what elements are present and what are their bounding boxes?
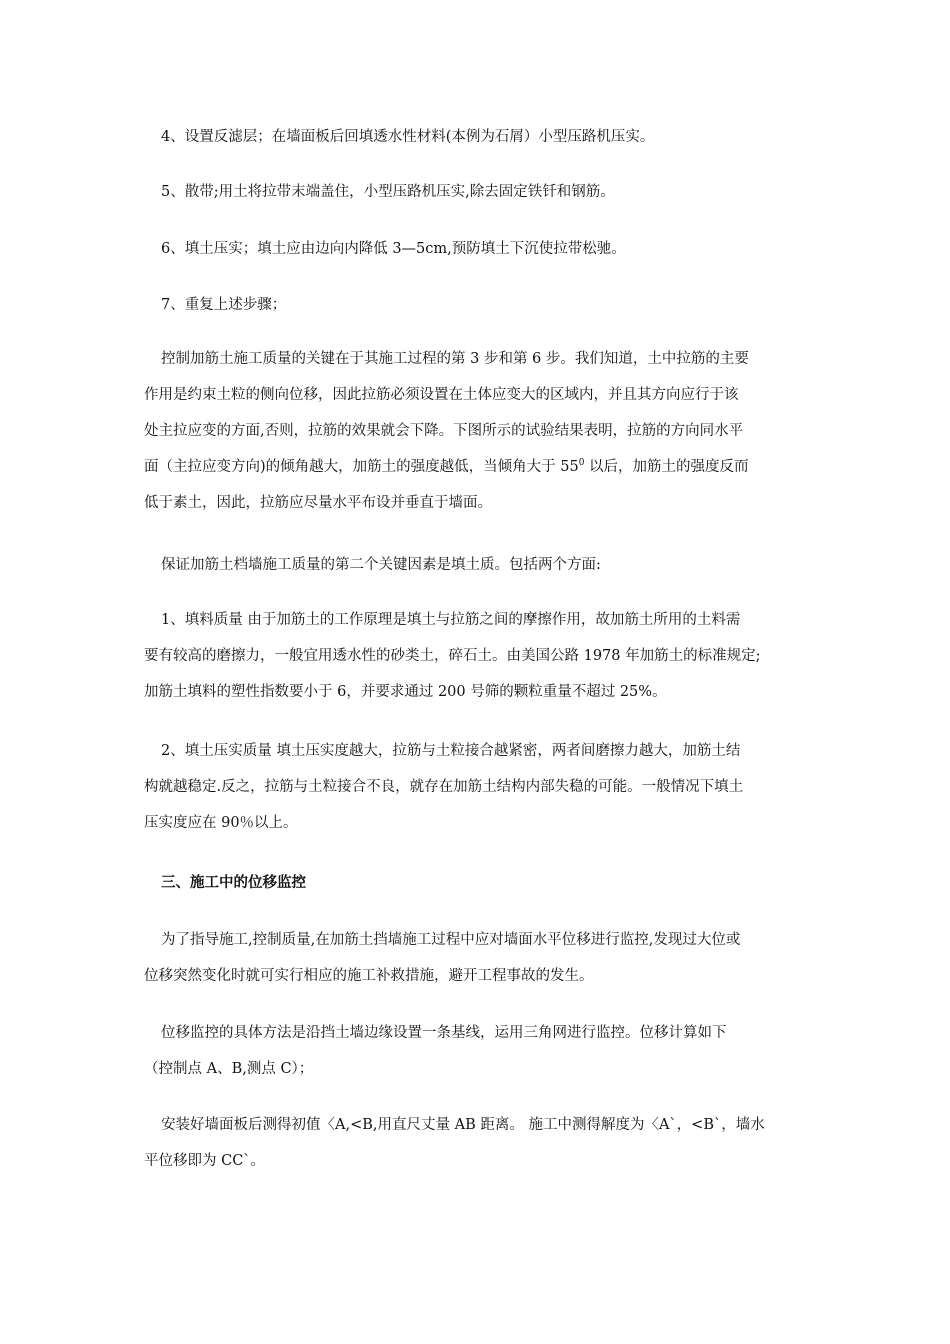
control-quality-paragraph — [144, 341, 812, 521]
second-factor-text: 保证加筋土档墙施工质量的第二个关键因素是填土质。包括两个方面: — [161, 557, 601, 573]
step-7-paragraph — [161, 287, 829, 323]
degree-superscript: 0 — [578, 458, 585, 469]
step-7-text: 7、重复上述步骤； — [161, 297, 287, 313]
monitoring-purpose-paragraph — [144, 922, 812, 994]
fill-quality-line-1: 1、填料质量 由于加筋土的工作原理是填土与拉筋之间的摩擦作用，故加筋土所用的土料需 — [161, 612, 741, 628]
fill-quality-line-3: 加筋土填料的塑性指数要小于 6，并要求通过 200 号筛的颗粒重量不超过 25%。 — [144, 684, 667, 700]
compaction-line-2: 构就越稳定.反之，拉筋与土粒接合不良，就存在加筋土结构内部失稳的可能。一般情况下填土 — [144, 779, 744, 795]
measurement-line-1: 安装好墙面板后测得初值〈A,<B,用直尺丈量 AB 距离。 施工中测得解度为〈A`，<B`，墙水 — [161, 1117, 765, 1133]
control-line-3: 处主拉应变的方面,否则，拉筋的效果就会下降。下图所示的试验结果表明，拉筋的方向同水平 — [144, 423, 744, 439]
step-5-text: 5、散带;用土将拉带末端盖住，小型压路机压实,除去固定铁钎和钢筋。 — [161, 184, 615, 200]
control-line-4 — [144, 449, 812, 485]
step-4-text: 4、设置反滤层；在墙面板后回填透水性材料(本例为石屑）小型压路机压实。 — [161, 129, 655, 145]
monitoring-method-paragraph — [144, 1015, 812, 1087]
step-4-paragraph — [161, 119, 829, 155]
control-line-1: 控制加筋土施工质量的关键在于其施工过程的第 3 步和第 6 步。我们知道，土中拉筋的主要 — [161, 351, 749, 367]
step-6-paragraph — [161, 231, 829, 267]
fill-quality-line-2: 要有较高的磨擦力，一般宜用透水性的砂类土，碎石土。由美国公路 1978 年加筋土的标准规定; — [144, 648, 761, 664]
method-line-2: （控制点 A、B,测点 C）； — [144, 1061, 314, 1077]
compaction-line-3: 压实度应在 90％以上。 — [144, 815, 298, 831]
measurement-line-2: 平位移即为 CC`。 — [144, 1153, 266, 1169]
step-5-paragraph — [161, 174, 829, 210]
control-line-2: 作用是约束土粒的侧向位移，因此拉筋必须设置在土体应变大的区域内，并且其方向应行于该 — [144, 387, 739, 403]
control-line-4-start: 面（主拉应变方向)的倾角越大，加筋土的强度越低，当倾角大于 55 — [144, 459, 579, 475]
monitoring-line-2: 位移突然变化时就可实行相应的施工补救措施，避开工程事故的发生。 — [144, 968, 594, 984]
method-line-1: 位移监控的具体方法是沿挡土墙边缘设置一条基线，运用三角网进行监控。位移计算如下 — [161, 1025, 727, 1041]
compaction-line-1: 2、填土压实质量 填土压实度越大，拉筋与土粒接合越紧密，两者间磨擦力越大，加筋土结 — [161, 743, 741, 759]
section-heading-displacement-monitoring: 三、施工中的位移监控 — [161, 875, 306, 891]
control-line-5: 低于素土，因此，拉筋应尽量水平布设并垂直于墙面。 — [144, 495, 492, 511]
second-factor-paragraph — [161, 547, 829, 583]
compaction-quality-paragraph — [144, 733, 812, 841]
fill-quality-paragraph — [144, 602, 812, 710]
control-line-4-end: 以后，加筋土的强度反而 — [584, 459, 749, 475]
monitoring-line-1: 为了指导施工,控制质量,在加筋土挡墙施工过程中应对墙面水平位移进行监控,发现过大位或 — [161, 932, 741, 948]
measurement-paragraph — [144, 1107, 812, 1179]
step-6-text: 6、填土压实；填土应由边向内降低 3—5cm,预防填土下沉使拉带松驰。 — [161, 241, 626, 257]
